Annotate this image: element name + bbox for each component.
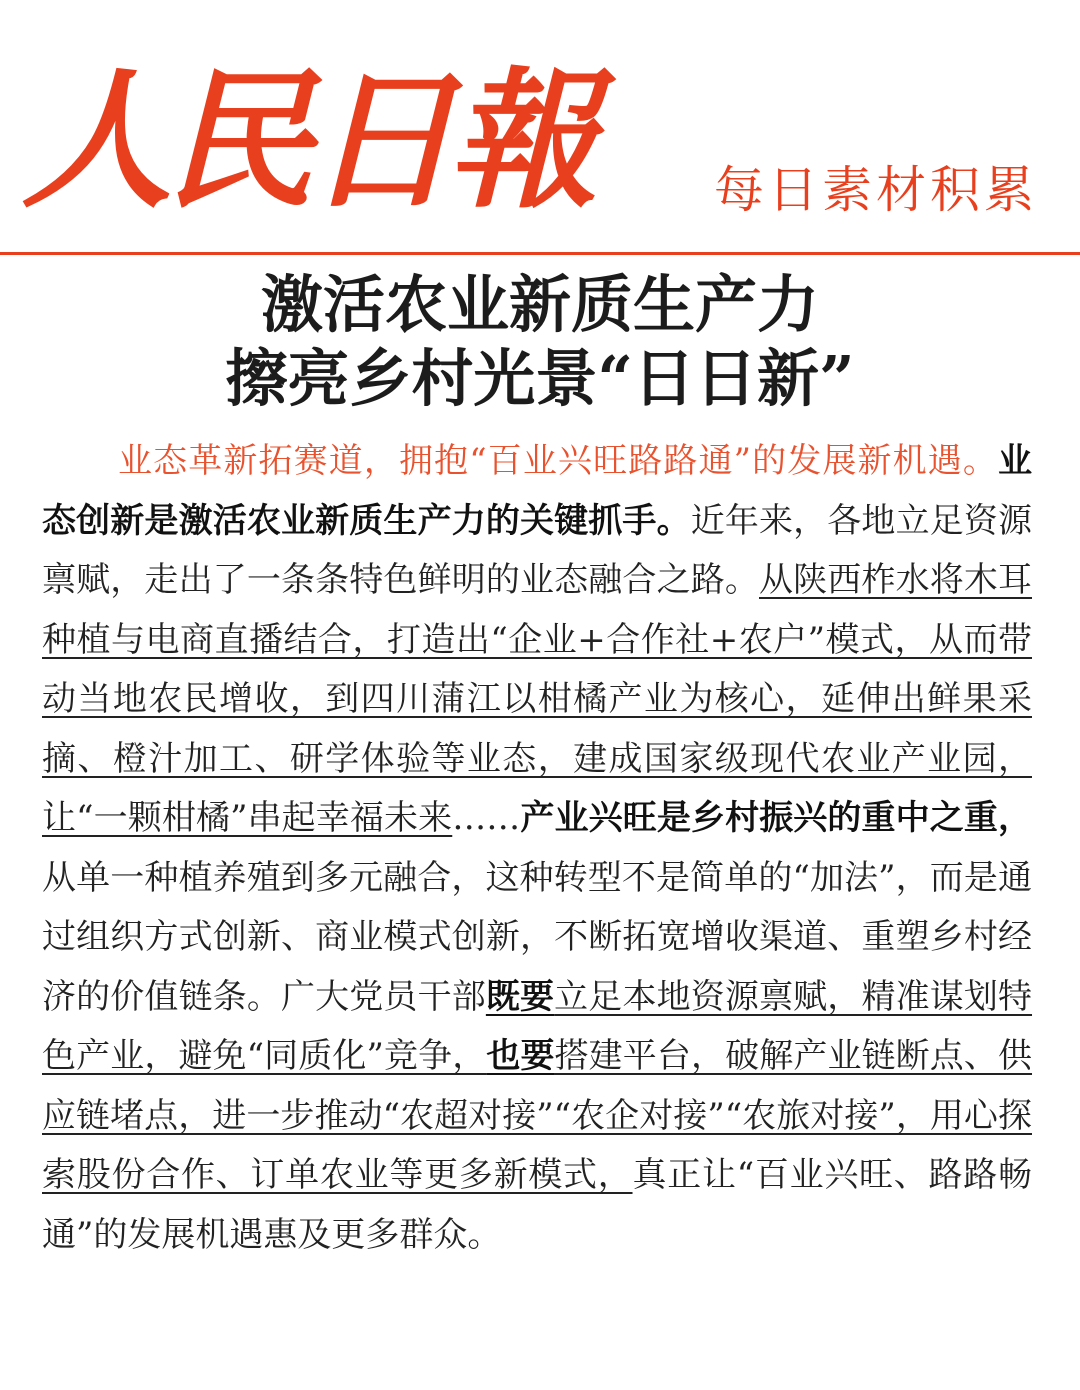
key-point: 业态创新是激活农业新质生产力的关键抓手。 — [42, 441, 1032, 541]
daily-material-subtitle: 每日素材积累 — [714, 161, 1038, 219]
lead-sentence: 业态革新拓赛道，拥抱“百业兴旺路路通”的发展新机遇。 — [118, 441, 998, 481]
logo-calligraphy-text: 人民日報 — [22, 53, 591, 229]
body-text: 真正让“百业兴旺、路路畅通”的发展机遇惠及更多群众。 — [42, 1155, 1032, 1255]
logo-calligraphy — [22, 28, 591, 229]
emphasis-keyword: 既要 — [485, 976, 555, 1017]
underlined-text: 搭建平台，破解产业链断点、供应链堵点，进一步推动“农超对接”“农企对接”“农旅对接”，用心探索股份合作、订单农业等更多新模式， — [42, 1036, 1033, 1195]
article-headline — [0, 268, 1080, 416]
headline-line-1: 激活农业新质生产力 — [260, 268, 819, 341]
body-text: 从单一种植养殖到多元融合，这种转型不是简单的“加法”，而是通过组织方式创新、商业模式创新，不断拓宽增收渠道、重塑乡村经济的价值链条。广大党员干部 — [42, 857, 1032, 1017]
headline-line-2: 擦亮乡村光景“日日新” — [225, 342, 855, 415]
masthead — [0, 0, 1080, 256]
example-text: 从陕西柞水将木耳种植与电商直播结合，打造出“企业+合作社+农户”模式，从而带动当地农民增收，到四川蒲江以柑橘产业为核心，延伸出鲜果采摘、橙汁加工、研学体验等业态，建成国家级现代农业产业园，让“一颗柑橘”串起幸福未来 — [42, 560, 1032, 838]
people-daily-logo — [22, 28, 591, 229]
emphasis-keyword: 也要 — [486, 1036, 555, 1076]
article-body — [42, 432, 1032, 1265]
key-point: 产业兴旺是乡村振兴的重中之重， — [520, 798, 1032, 838]
body-text: 近年来，各地立足资源禀赋，走出了一条条特色鲜明的业态融合之路。 — [42, 500, 1033, 600]
ellipsis: …… — [452, 798, 521, 838]
header-divider — [0, 252, 1080, 255]
underlined-text: 立足本地资源禀赋，精准谋划特色产业，避免“同质化”竞争， — [42, 976, 1033, 1076]
